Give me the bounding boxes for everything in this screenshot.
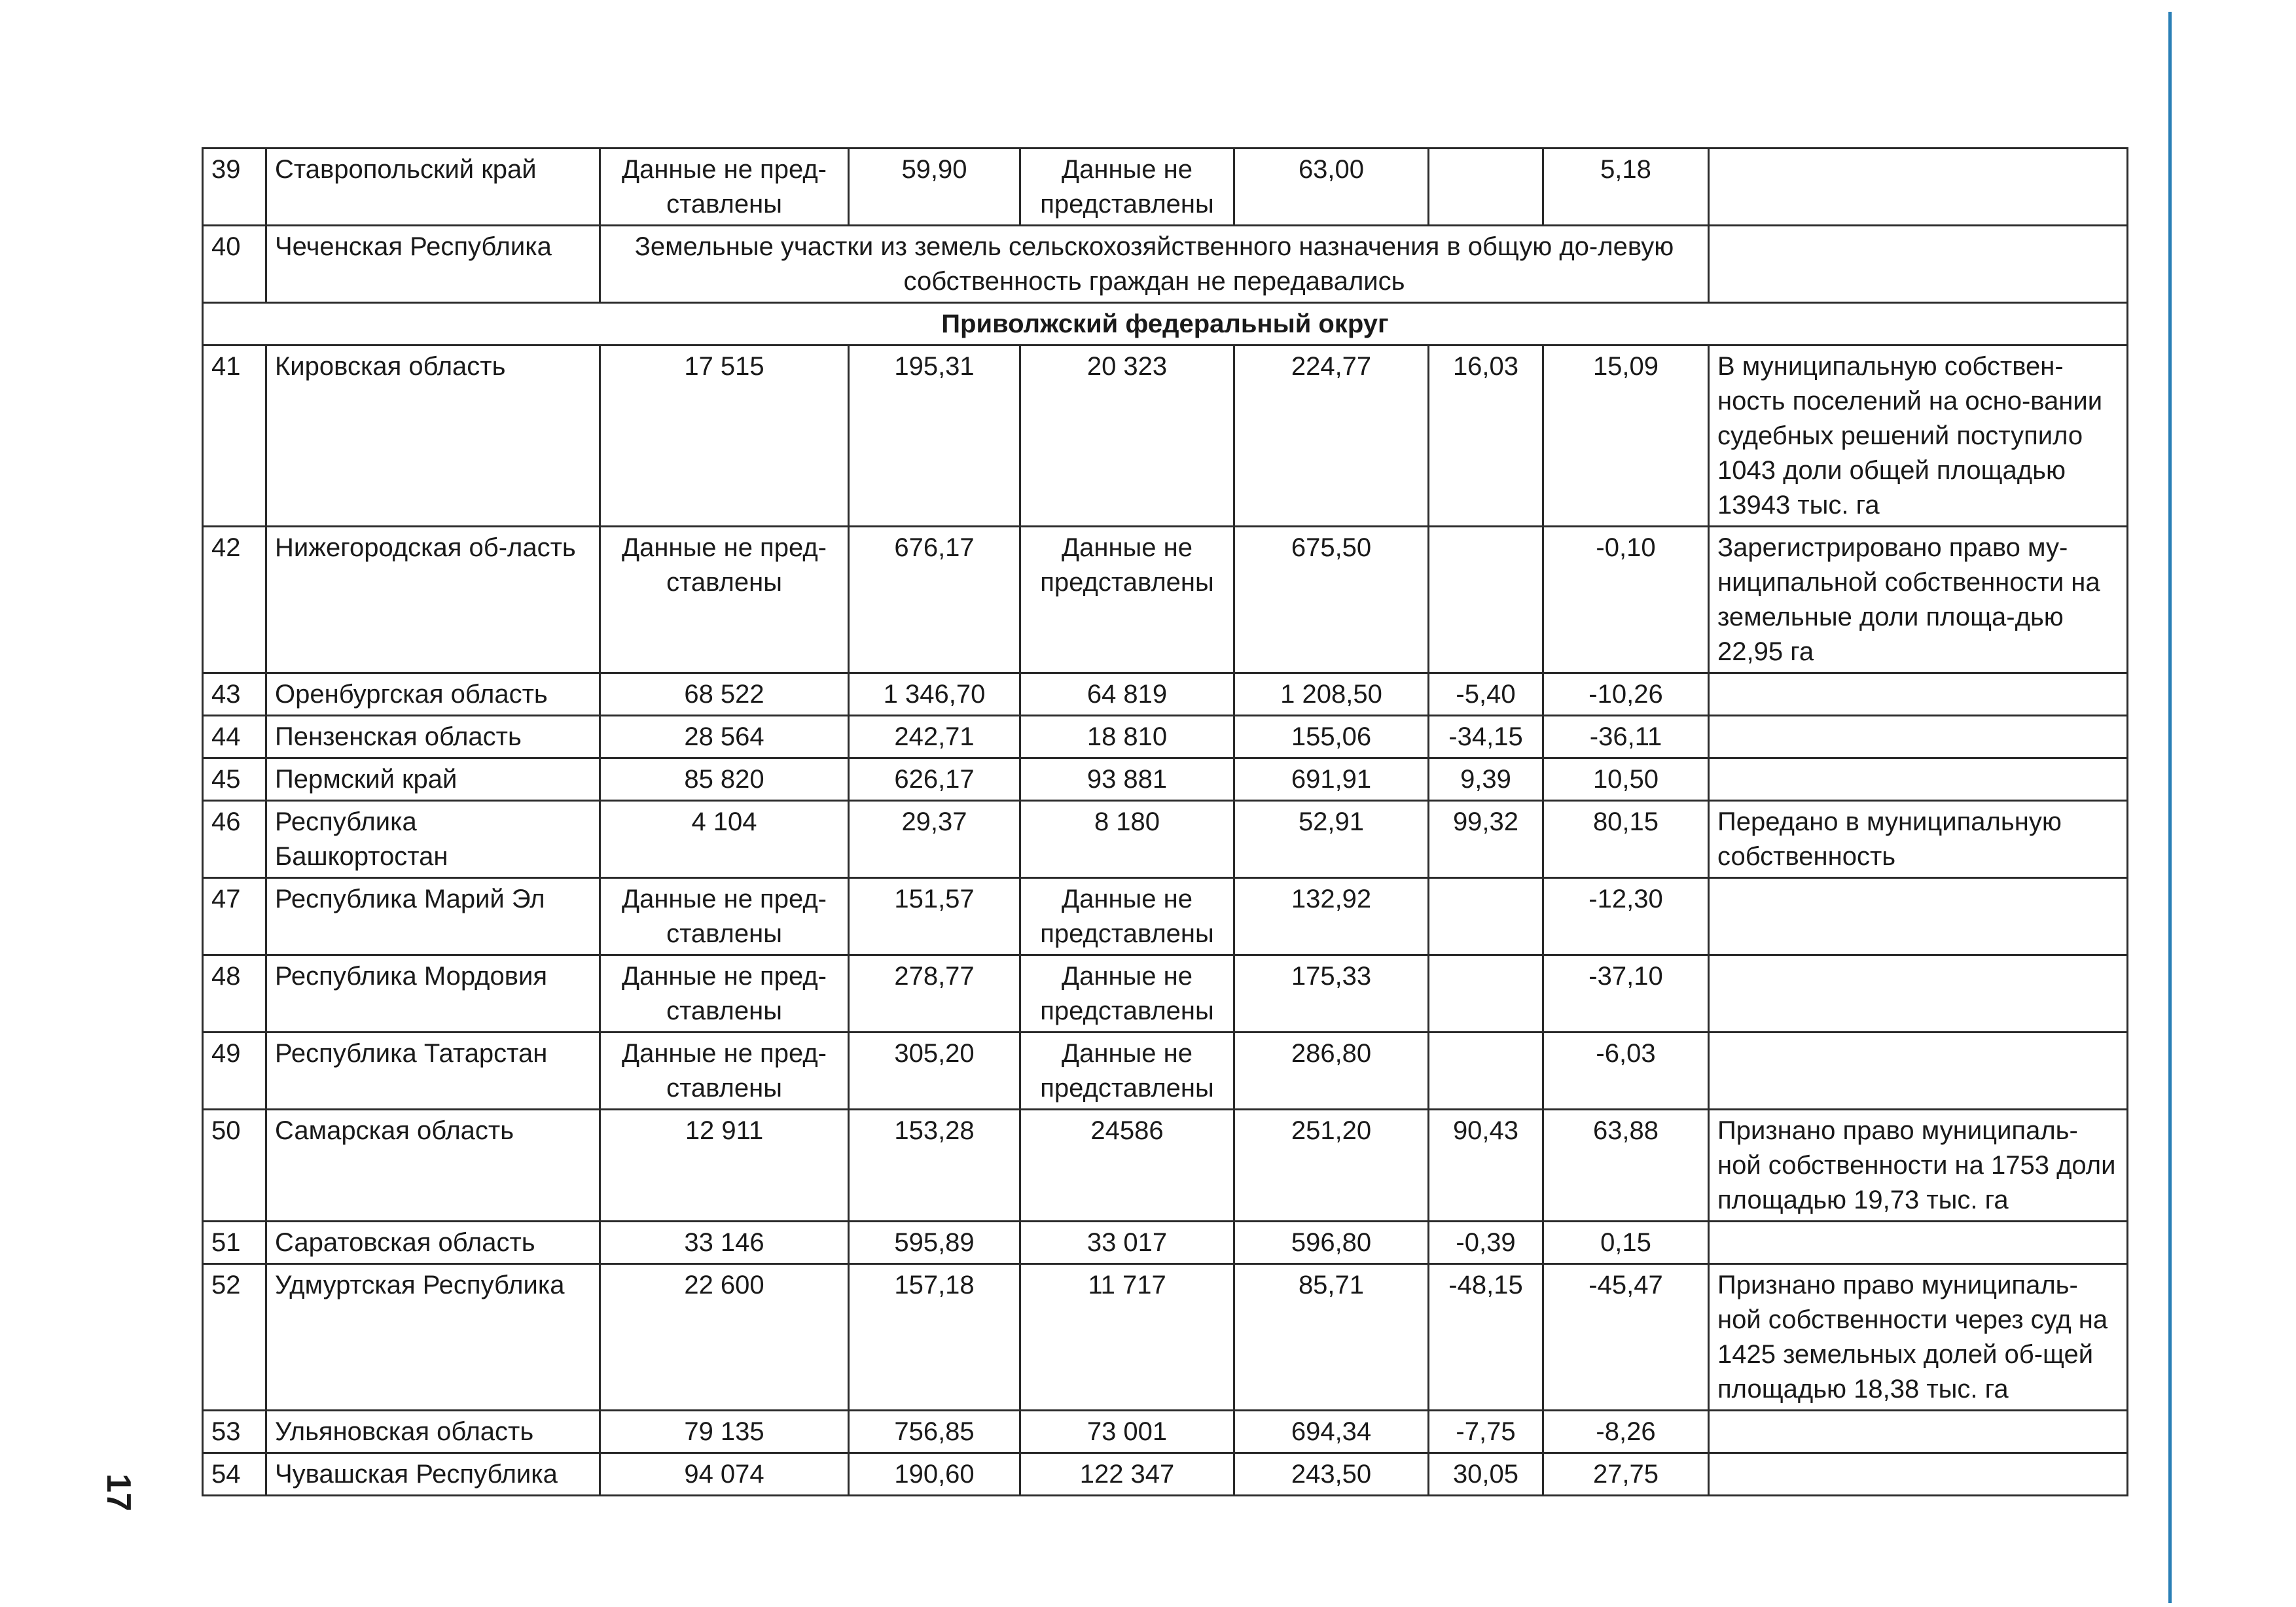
cell-value: 18 810 xyxy=(1020,716,1234,758)
cell-value: 153,28 xyxy=(849,1110,1020,1222)
cell-value: -10,26 xyxy=(1543,673,1709,716)
cell-value: 59,90 xyxy=(849,149,1020,226)
table-row xyxy=(203,345,2128,527)
row-number: 43 xyxy=(203,673,266,716)
row-number: 48 xyxy=(203,955,266,1033)
cell-value: 756,85 xyxy=(849,1411,1020,1453)
cell-value xyxy=(1429,527,1543,673)
section-row xyxy=(203,303,2128,345)
cell-value: 155,06 xyxy=(1234,716,1429,758)
row-number: 53 xyxy=(203,1411,266,1453)
cell-value: -37,10 xyxy=(1543,955,1709,1033)
cell-value: -0,10 xyxy=(1543,527,1709,673)
cell-value: 195,31 xyxy=(849,345,1020,527)
page-number: 17 xyxy=(99,1474,137,1511)
cell-note: Признано право муниципаль-ной собственности на 1753 доли площадью 19,73 тыс. га xyxy=(1709,1110,2128,1222)
cell-value: 85,71 xyxy=(1234,1264,1429,1411)
cell-value: 595,89 xyxy=(849,1222,1020,1264)
cell-value: 33 017 xyxy=(1020,1222,1234,1264)
cell-note: Признано право муниципаль-ной собственности через суд на 1425 земельных долей об-щей площадью 18,38 тыс. га xyxy=(1709,1264,2128,1411)
cell-value: Данные не пред-ставлены xyxy=(600,527,849,673)
region-name: Республика Башкортостан xyxy=(266,801,600,878)
cell-value: 12 911 xyxy=(600,1110,849,1222)
cell-note xyxy=(1709,1222,2128,1264)
cell-value: -8,26 xyxy=(1543,1411,1709,1453)
page-edge-rule xyxy=(2168,12,2172,1603)
cell-value: 63,00 xyxy=(1234,149,1429,226)
cell-value: 691,91 xyxy=(1234,758,1429,801)
cell-value: 93 881 xyxy=(1020,758,1234,801)
region-name: Республика Марий Эл xyxy=(266,878,600,955)
cell-value: 151,57 xyxy=(849,878,1020,955)
cell-value: 224,77 xyxy=(1234,345,1429,527)
cell-value: 11 717 xyxy=(1020,1264,1234,1411)
cell-value: 242,71 xyxy=(849,716,1020,758)
cell-value: 33 146 xyxy=(600,1222,849,1264)
table-row xyxy=(203,1453,2128,1496)
cell-note xyxy=(1709,955,2128,1033)
cell-value: 16,03 xyxy=(1429,345,1543,527)
table-row xyxy=(203,149,2128,226)
cell-note: Передано в муниципальную собственность xyxy=(1709,801,2128,878)
region-name: Ставропольский край xyxy=(266,149,600,226)
cell-value: 52,91 xyxy=(1234,801,1429,878)
cell-value: 63,88 xyxy=(1543,1110,1709,1222)
cell-note xyxy=(1709,673,2128,716)
cell-value: 85 820 xyxy=(600,758,849,801)
cell-value: Данные не представлены xyxy=(1020,955,1234,1033)
row-number: 39 xyxy=(203,149,266,226)
cell-value: Данные не представлены xyxy=(1020,527,1234,673)
cell-note xyxy=(1709,716,2128,758)
cell-value: 80,15 xyxy=(1543,801,1709,878)
cell-value: 5,18 xyxy=(1543,149,1709,226)
table-row xyxy=(203,801,2128,878)
table-row xyxy=(203,716,2128,758)
cell-value: 28 564 xyxy=(600,716,849,758)
cell-value: 305,20 xyxy=(849,1033,1020,1110)
section-title: Приволжский федеральный округ xyxy=(203,303,2128,345)
table-row xyxy=(203,226,2128,303)
cell-value: Данные не представлены xyxy=(1020,149,1234,226)
cell-value: 122 347 xyxy=(1020,1453,1234,1496)
cell-value: 20 323 xyxy=(1020,345,1234,527)
cell-value: 1 208,50 xyxy=(1234,673,1429,716)
region-name: Нижегородская об-ласть xyxy=(266,527,600,673)
table-row xyxy=(203,673,2128,716)
cell-note xyxy=(1709,1453,2128,1496)
row-number: 50 xyxy=(203,1110,266,1222)
cell-value: 24586 xyxy=(1020,1110,1234,1222)
row-number: 54 xyxy=(203,1453,266,1496)
cell-value: 94 074 xyxy=(600,1453,849,1496)
cell-value: 626,17 xyxy=(849,758,1020,801)
cell-value: 9,39 xyxy=(1429,758,1543,801)
cell-value: 675,50 xyxy=(1234,527,1429,673)
cell-value: 17 515 xyxy=(600,345,849,527)
cell-value: 190,60 xyxy=(849,1453,1020,1496)
table-row xyxy=(203,758,2128,801)
cell-note: В муниципальную собствен-ность поселений на осно-вании судебных решений поступило 1043 доли общей площадью 13943 тыс. га xyxy=(1709,345,2128,527)
cell-value: 132,92 xyxy=(1234,878,1429,955)
row-number: 41 xyxy=(203,345,266,527)
region-name: Пермский край xyxy=(266,758,600,801)
region-name: Чувашская Республика xyxy=(266,1453,600,1496)
row-number: 44 xyxy=(203,716,266,758)
row-number: 46 xyxy=(203,801,266,878)
cell-value: Данные не пред-ставлены xyxy=(600,1033,849,1110)
cell-value: 251,20 xyxy=(1234,1110,1429,1222)
table-row xyxy=(203,1033,2128,1110)
cell-value: Данные не пред-ставлены xyxy=(600,878,849,955)
region-name: Самарская область xyxy=(266,1110,600,1222)
cell-value: Данные не представлены xyxy=(1020,1033,1234,1110)
region-name: Кировская область xyxy=(266,345,600,527)
cell-value xyxy=(1429,1033,1543,1110)
table-row xyxy=(203,1110,2128,1222)
table-row xyxy=(203,527,2128,673)
cell-value: 278,77 xyxy=(849,955,1020,1033)
cell-value: 90,43 xyxy=(1429,1110,1543,1222)
cell-value: -12,30 xyxy=(1543,878,1709,955)
cell-value: 30,05 xyxy=(1429,1453,1543,1496)
row-number: 47 xyxy=(203,878,266,955)
cell-value: Данные не пред-ставлены xyxy=(600,149,849,226)
table-row xyxy=(203,1411,2128,1453)
row-number: 49 xyxy=(203,1033,266,1110)
merged-cell: Земельные участки из земель сельскохозяйственного назначения в общую до-левую собственность граждан не передавались xyxy=(600,226,1709,303)
cell-value: 64 819 xyxy=(1020,673,1234,716)
cell-value: -48,15 xyxy=(1429,1264,1543,1411)
cell-note xyxy=(1709,226,2128,303)
cell-note xyxy=(1709,1411,2128,1453)
land-shares-table xyxy=(202,147,2128,1496)
region-name: Республика Татарстан xyxy=(266,1033,600,1110)
region-name: Пензенская область xyxy=(266,716,600,758)
cell-value xyxy=(1429,878,1543,955)
cell-value: -6,03 xyxy=(1543,1033,1709,1110)
cell-value: 4 104 xyxy=(600,801,849,878)
cell-value: -0,39 xyxy=(1429,1222,1543,1264)
row-number: 52 xyxy=(203,1264,266,1411)
table-row xyxy=(203,878,2128,955)
cell-value: 10,50 xyxy=(1543,758,1709,801)
table-row xyxy=(203,1222,2128,1264)
cell-value: 243,50 xyxy=(1234,1453,1429,1496)
cell-value: 1 346,70 xyxy=(849,673,1020,716)
cell-value: 29,37 xyxy=(849,801,1020,878)
cell-note xyxy=(1709,758,2128,801)
cell-value: -7,75 xyxy=(1429,1411,1543,1453)
cell-value xyxy=(1429,149,1543,226)
cell-value: 175,33 xyxy=(1234,955,1429,1033)
region-name: Чеченская Республика xyxy=(266,226,600,303)
cell-value: 0,15 xyxy=(1543,1222,1709,1264)
region-name: Республика Мордовия xyxy=(266,955,600,1033)
row-number: 51 xyxy=(203,1222,266,1264)
cell-value: -5,40 xyxy=(1429,673,1543,716)
cell-value: 22 600 xyxy=(600,1264,849,1411)
cell-value: -34,15 xyxy=(1429,716,1543,758)
cell-value: 694,34 xyxy=(1234,1411,1429,1453)
region-name: Оренбургская область xyxy=(266,673,600,716)
cell-value: 27,75 xyxy=(1543,1453,1709,1496)
cell-value: -45,47 xyxy=(1543,1264,1709,1411)
cell-value: 73 001 xyxy=(1020,1411,1234,1453)
cell-value: 79 135 xyxy=(600,1411,849,1453)
cell-note xyxy=(1709,1033,2128,1110)
table-row xyxy=(203,955,2128,1033)
table-row xyxy=(203,1264,2128,1411)
table-body xyxy=(203,149,2128,1496)
cell-value: Данные не представлены xyxy=(1020,878,1234,955)
row-number: 42 xyxy=(203,527,266,673)
region-name: Удмуртская Республика xyxy=(266,1264,600,1411)
region-name: Ульяновская область xyxy=(266,1411,600,1453)
cell-note: Зарегистрировано право му-ниципальной собственности на земельные доли площа-дью 22,95 га xyxy=(1709,527,2128,673)
cell-value: 676,17 xyxy=(849,527,1020,673)
cell-value: 157,18 xyxy=(849,1264,1020,1411)
cell-value: 286,80 xyxy=(1234,1033,1429,1110)
cell-value: 596,80 xyxy=(1234,1222,1429,1264)
cell-value xyxy=(1429,955,1543,1033)
cell-value: 99,32 xyxy=(1429,801,1543,878)
cell-value: Данные не пред-ставлены xyxy=(600,955,849,1033)
cell-value: -36,11 xyxy=(1543,716,1709,758)
region-name: Саратовская область xyxy=(266,1222,600,1264)
row-number: 45 xyxy=(203,758,266,801)
cell-value: 8 180 xyxy=(1020,801,1234,878)
row-number: 40 xyxy=(203,226,266,303)
cell-value: 15,09 xyxy=(1543,345,1709,527)
cell-value: 68 522 xyxy=(600,673,849,716)
cell-note xyxy=(1709,878,2128,955)
cell-note xyxy=(1709,149,2128,226)
